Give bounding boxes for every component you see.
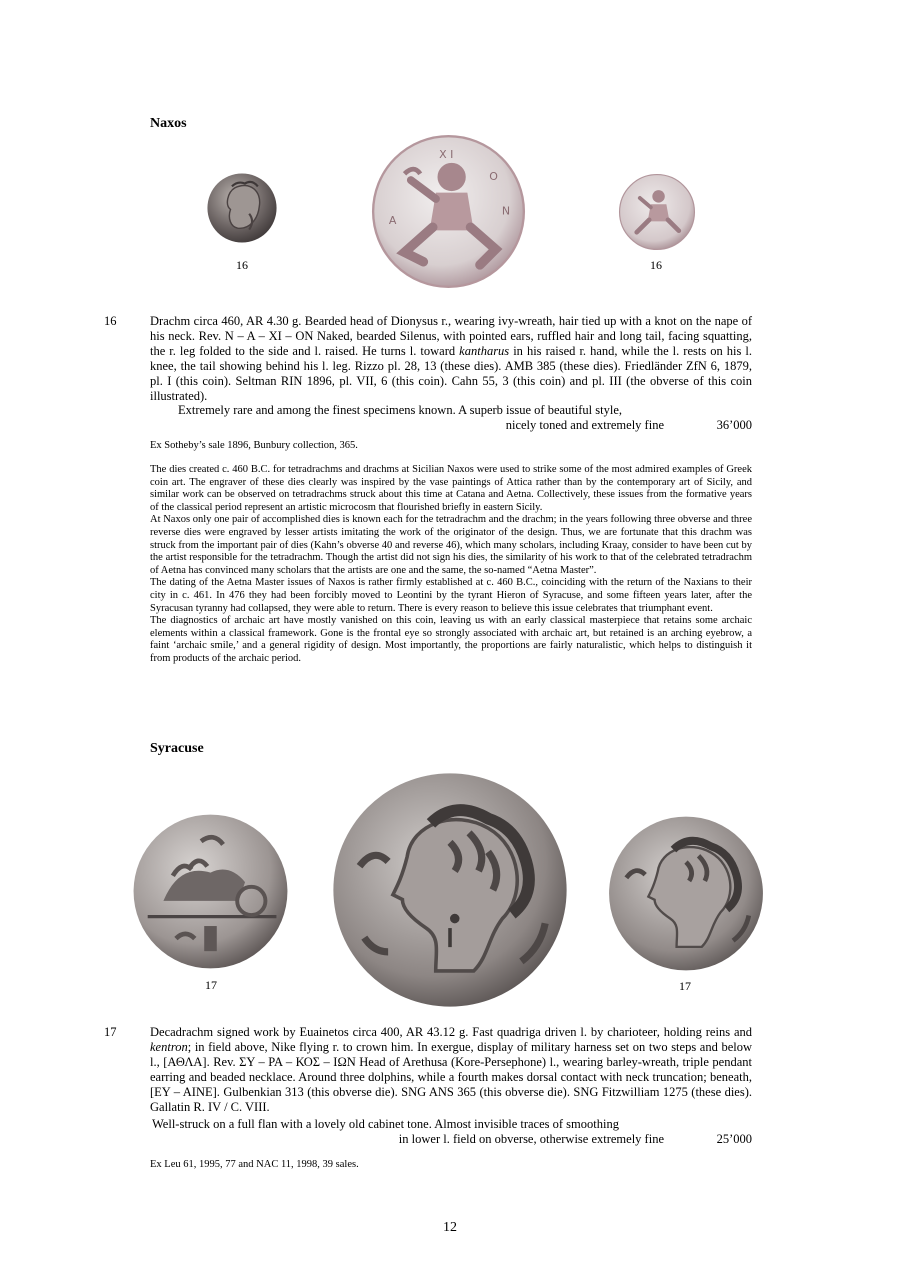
plate-number-left: 17 <box>205 978 217 992</box>
lot-16-note-paragraph: The dating of the Aetna Master issues of Naxos is rather firmly established at c. 460 B.C., coinciding with the return of the Naxians to their city in c. 461. In 476 they had been forcibly moved to Leontini by the tyrant Hieron of Syracuse, and some fifteen years later, after the Syracusan tyranny had collapsed, they were able to return. There is every reason to believe this issue celebrates that triumphant event. <box>150 577 752 614</box>
lot-17-provenance: Ex Leu 61, 1995, 77 and NAC 11, 1998, 39 sales. <box>150 1159 359 1170</box>
coin-17-obverse-image <box>131 813 290 970</box>
coin-16-obverse-image <box>203 172 281 244</box>
lot-17-price: 25’000 <box>716 1132 752 1146</box>
lot-16-price: 36’000 <box>716 418 752 432</box>
lot-17-desc-italic: kentron <box>150 1040 188 1054</box>
plate-number-left: 16 <box>236 258 248 272</box>
section-heading-syracuse: Syracuse <box>150 741 204 756</box>
lot-16-provenance: Ex Sotheby’s sale 1896, Bunbury collection, 365. <box>150 440 358 451</box>
plate-number-right: 16 <box>650 258 662 272</box>
svg-text:A: A <box>388 214 397 228</box>
lot-17-grade-line2: in lower l. field on obverse, otherwise extremely fine <box>398 1132 664 1146</box>
lot-16-desc-part-a: Drachm circa 460, AR 4.30 g. Bearded head of Dionysus r., wearing ivy-wreath, hair tied up with a knot on the nape of his neck. Rev. N – A – XI – ON Naked, bearded Silenus, with pointed ears, ruffled hair and long tail, facing squatting, the r. leg folded to the side and l. raised. He turns l. toward <box>150 314 752 358</box>
lot-16-grade <box>150 403 752 433</box>
lot-16-grade-line1: Extremely rare and among the finest specimens known. A superb issue of beautiful style, <box>178 403 622 417</box>
svg-text:O: O <box>489 170 498 184</box>
lot-16-desc-italic: kantharus <box>459 344 510 358</box>
svg-text:X I: X I <box>439 148 454 162</box>
coin-17-reverse-actual-size-image <box>607 815 765 972</box>
svg-text:N: N <box>501 204 511 218</box>
lot-16-grade-line2: nicely toned and extremely fine <box>505 418 664 432</box>
coin-16-reverse-actual-size-image <box>617 173 697 251</box>
section-heading-naxos: Naxos <box>150 116 187 131</box>
coin-16-reverse-image <box>367 133 530 290</box>
plate-number-right: 17 <box>679 979 691 993</box>
lot-16-notes <box>150 464 752 666</box>
coin-17-reverse-image <box>331 770 569 1010</box>
lot-16-note-paragraph: The dies created c. 460 B.C. for tetradrachms and drachms at Sicilian Naxos were used to strike some of the most admired examples of Greek coin art. The engraver of these dies clearly was inspired by the vase paintings of Attica rather than by the contemporary art of Sicily, and similar work can be observed on tetradrachms struck about this time at Catana and Aetna. Collectively, these issues from the formative years of the classical period represent an artistic microcosm that flourished briefly in eastern Sicily. <box>150 464 752 513</box>
lot-16-note-paragraph: The diagnostics of archaic art have mostly vanished on this coin, leaving us with an early classical masterpiece that retains some archaic elements within a classical framework. Gone is the frontal eye so strongly associated with archaic art, but retained is an arching eyebrow, a faint ‘archaic smile,’ and a general rigidity of design. Most importantly, the proportions are fairly naturalistic, which helps to distinguish it from products of the archaic period. <box>150 615 752 664</box>
lot-17-grade <box>150 1117 752 1147</box>
lot-17-description <box>150 1025 752 1115</box>
lot-number-17: 17 <box>104 1025 117 1039</box>
lot-number-16: 16 <box>104 314 117 328</box>
lot-16-note-paragraph: At Naxos only one pair of accomplished dies is known each for the tetradrachm and the drachm; in the years following three obverse and three reverse dies were engraved by lesser artists imitating the work of the originator of the design. Thus, we are fortunate that this drachm was struck from the important pair of dies (Kahn’s obverse 40 and reverse 46), which many scholars, including Kraay, consider to have been cut by the artist responsible for the tetradrachm. Though the artist did not sign his dies, the similarity of his work to that of the celebrated tetradrachm of Aetna has convinced many scholars that the artists are one and the same, the so-named “Aetna Master”. <box>150 514 752 576</box>
lot-17-desc-part-b: ; in field above, Nike flying r. to crown him. In exergue, display of military harness set on two steps and below l., [ΑΘΛΑ]. Rev. ΣΥ – ΡΑ – ΚΟΣ – ΙΩΝ Head of Arethusa (Kore-Persephone) l., wearing barley-wreath, triple pendant earring and beaded necklace. Around three dolphins, while a fourth makes dorsal contact with neck truncation; beneath, [ΕΥ – ΑΙΝΕ]. Gulbenkian 313 (this obverse die). SNG ANS 365 (this obverse die). SNG Fitzwilliam 1275 (these dies). Gallatin R. IV / C. VIII. <box>150 1040 752 1114</box>
lot-17-desc-part-a: Decadrachm signed work by Euainetos circa 400, AR 43.12 g. Fast quadriga driven l. by charioteer, holding reins and <box>150 1025 752 1039</box>
lot-17-grade-line1: Well-struck on a full flan with a lovely old cabinet tone. Almost invisible traces of smoothing <box>152 1117 619 1131</box>
lot-16-description <box>150 314 752 404</box>
page-number: 12 <box>443 1220 457 1235</box>
lot-16-desc-part-b: in his raised r. hand, while the l. rests on his l. knee, the tail showing behind his l. leg. Rizzo pl. 28, 13 (these dies). AMB 385 (these dies). Friedländer ZfN 6, 1879, pl. I (this coin). Seltman RIN 1896, pl. VII, 6 (this coin). Cahn 55, 3 (this coin) and pl. III (the obverse of this coin illustrated). <box>150 344 752 403</box>
